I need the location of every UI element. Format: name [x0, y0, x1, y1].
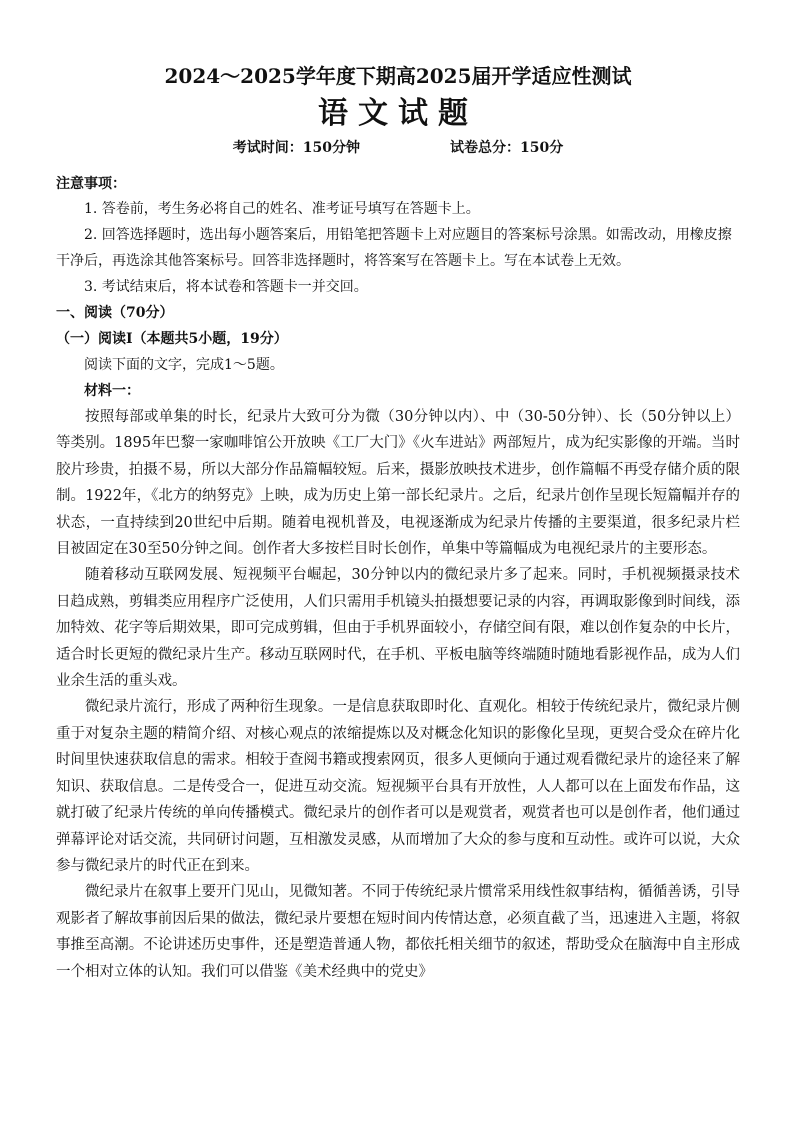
section-heading: 一、阅读（70分）: [56, 305, 174, 321]
notes-block: [56, 172, 740, 300]
notes-heading: 注意事项：: [56, 176, 126, 192]
passage-paragraph: 微纪录片流行，形成了两种衍生现象。一是信息获取即时化、直观化。相较于传统纪录片，微纪录片侧重于对复杂主题的精简介绍、对核心观点的浓缩提炼以及对概念化知识的影像化呈现，更契合受众在碎片化时间里快速获取信息的需求。相较于查阅书籍或搜索网页，很多人更倾向于通过观看微纪录片的途径来了解知识、获取信息。二是传受合一，促进互动交流。短视频平台具有开放性，人人都可以在上面发布作品，这就打破了纪录片传统的单向传播模式。微纪录片的创作者可以是观赏者，观赏者也可以是创作者，他们通过弹幕评论对话交流，共同研讨问题，互相激发灵感，从而增加了大众的参与度和互动性。或许可以说，大众参与微纪录片的时代正在到来。: [56, 699, 740, 874]
subject-title: 语文试题: [318, 96, 478, 131]
exam-title: 2024～2025学年度下期高2025届开学适应性测试: [164, 64, 632, 88]
exam-total-score: 试卷总分：150分: [450, 140, 564, 156]
reading-instruction: 阅读下面的文字，完成1～5题。: [84, 357, 284, 373]
passage: [56, 404, 740, 985]
subsection-heading: （一）阅读Ⅰ（本题共5小题，19分）: [56, 331, 288, 347]
note-item: 1. 答卷前，考生务必将自己的姓名、准考证号填写在答题卡上。: [84, 201, 480, 217]
exam-time: 考试时间：150分钟: [232, 140, 360, 156]
material-label: 材料一：: [84, 383, 140, 399]
passage-paragraph: 随着移动互联网发展、短视频平台崛起，30分钟以内的微纪录片多了起来。同时，手机视频摄录技术日趋成熟，剪辑类应用程序广泛使用，人们只需用手机镜头拍摄想要记录的内容，再调取影像到时间线，添加特效、花字等后期效果，即可完成剪辑，但由于手机界面较小，存储空间有限，难以创作复杂的中长片，适合时长更短的微纪录片生产。移动互联网时代，在手机、平板电脑等终端随时随地看影视作品，成为人们业余生活的重头戏。: [56, 567, 740, 690]
note-item: 3. 考试结束后，将本试卷和答题卡一并交回。: [84, 279, 368, 295]
note-item: 2. 回答选择题时，选出每小题答案后，用铅笔把答题卡上对应题目的答案标号涂黑。如需改动，用橡皮擦干净后，再选涂其他答案标号。回答非选择题时，将答案写在答题卡上。写在本试卷上无效。: [56, 227, 732, 269]
passage-paragraph: 微纪录片在叙事上要开门见山，见微知著。不同于传统纪录片惯常采用线性叙事结构，循循善诱，引导观影者了解故事前因后果的做法，微纪录片要想在短时间内传情达意，必须直截了当，迅速进入主题，将叙事推至高潮。不论讲述历史事件，还是塑造普通人物，都依托相关细节的叙述，帮助受众在脑海中自主形成一个相对立体的认知。我们可以借鉴《美术经典中的党史》: [56, 884, 740, 980]
exam-meta: [56, 136, 740, 160]
passage-paragraph: 按照每部或单集的时长，纪录片大致可分为微（30分钟以内）、中（30-50分钟）、长（50分钟以上）等类别。1895年巴黎一家咖啡馆公开放映《工厂大门》《火车进站》两部短片，成为纪实影像的开端。当时胶片珍贵，拍摄不易，所以大部分作品篇幅较短。后来，摄影放映技术进步，创作篇幅不再受存储介质的限制。1922年，《北方的纳努克》上映，成为历史上第一部长纪录片。之后，纪录片创作呈现长短篇幅并存的状态，一直持续到20世纪中后期。随着电视机普及，电视逐渐成为纪录片传播的主要渠道，很多纪录片栏目被固定在30至50分钟之间。创作者大多按栏目时长创作，单集中等篇幅成为电视纪录片的主要形态。: [56, 409, 740, 558]
